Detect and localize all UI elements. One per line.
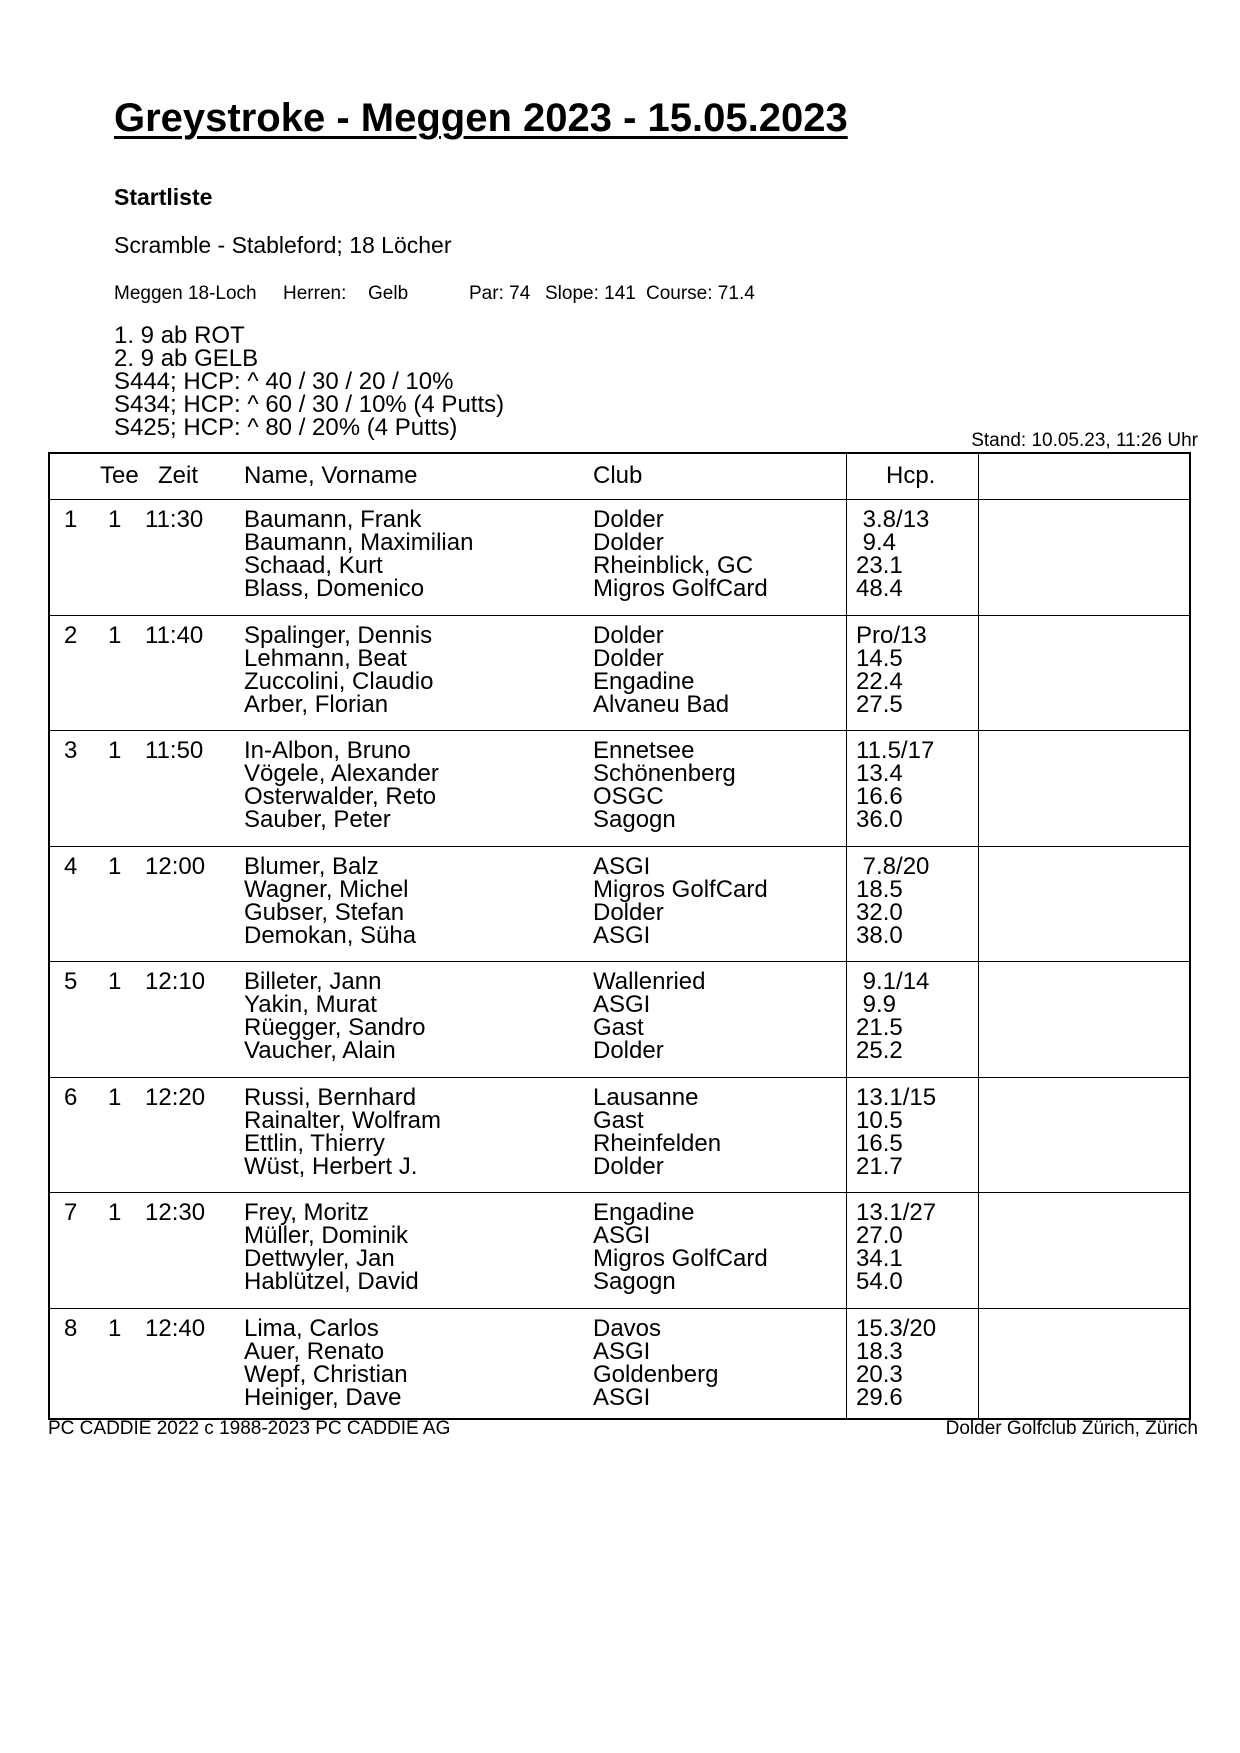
group-divider xyxy=(50,730,1189,731)
player-hcp: 21.7 xyxy=(856,1152,903,1180)
player-name: Yakin, Murat xyxy=(244,991,377,1018)
player-hcp: 7.8/20 xyxy=(856,852,930,880)
course-par: Par: 74 xyxy=(469,283,531,304)
header-tee: Tee xyxy=(100,462,139,489)
player-club: Alvaneu Bad xyxy=(593,690,730,718)
group-zeit: 12:20 xyxy=(145,1083,206,1111)
group-divider xyxy=(50,961,1189,962)
group-tee: 1 xyxy=(108,1083,122,1111)
player-name: Rüegger, Sandro xyxy=(244,1014,426,1041)
player-hcp: 36.0 xyxy=(856,806,903,833)
player-hcp: 16.5 xyxy=(856,1129,903,1157)
player-name: Wepf, Christian xyxy=(244,1360,408,1388)
group-tee: 1 xyxy=(108,506,122,533)
note-line: 1. 9 ab ROT xyxy=(114,322,245,349)
player-club: Goldenberg xyxy=(593,1360,719,1388)
player-club: Dolder xyxy=(593,898,664,926)
group-nr: 6 xyxy=(64,1083,78,1111)
group-divider xyxy=(50,846,1189,847)
group-divider xyxy=(50,1308,1189,1309)
note-line: S434; HCP: ^ 60 / 30 / 10% (4 Putts) xyxy=(114,391,505,418)
player-hcp: 38.0 xyxy=(856,921,903,949)
player-hcp: 32.0 xyxy=(856,898,903,926)
group-tee: 1 xyxy=(108,1314,122,1342)
player-hcp: 9.9 xyxy=(856,991,897,1018)
player-hcp: 9.4 xyxy=(856,529,897,556)
player-club: Davos xyxy=(593,1314,662,1342)
header-hcp: Hcp. xyxy=(886,462,936,489)
group-zeit: 12:40 xyxy=(145,1314,206,1342)
player-hcp: 18.3 xyxy=(856,1337,903,1365)
player-hcp: 15.3/20 xyxy=(856,1314,937,1342)
player-name: Müller, Dominik xyxy=(244,1222,409,1249)
header-club: Club xyxy=(593,462,643,489)
player-hcp: 20.3 xyxy=(856,1360,903,1388)
group-zeit: 12:30 xyxy=(145,1199,206,1226)
group-nr: 4 xyxy=(64,852,78,880)
player-name: Schaad, Kurt xyxy=(244,552,383,579)
player-name: Sauber, Peter xyxy=(244,806,391,833)
player-club: Migros GolfCard xyxy=(593,575,768,602)
player-club: Schönenberg xyxy=(593,760,736,787)
group-divider xyxy=(50,615,1189,616)
player-category: Herren: xyxy=(283,283,347,304)
player-hcp: 3.8/13 xyxy=(856,506,930,533)
player-name: Demokan, Süha xyxy=(244,921,417,949)
player-hcp: 54.0 xyxy=(856,1268,903,1295)
course-name: Meggen 18-Loch xyxy=(114,283,257,304)
game-format: Scramble - Stableford; 18 Löcher xyxy=(114,232,452,258)
player-name: Dettwyler, Jan xyxy=(244,1245,395,1272)
footer-software: PC CADDIE 2022 c 1988-2023 PC CADDIE AG xyxy=(48,1418,451,1439)
player-club: Gast xyxy=(593,1106,644,1134)
footer-club: Dolder Golfclub Zürich, Zürich xyxy=(945,1418,1198,1439)
player-club: Lausanne xyxy=(593,1083,699,1111)
group-zeit: 11:40 xyxy=(145,621,204,649)
player-name: Wüst, Herbert J. xyxy=(244,1152,418,1180)
player-hcp: 13.4 xyxy=(856,760,903,787)
player-name: Lehmann, Beat xyxy=(244,644,407,672)
player-club: Dolder xyxy=(593,644,664,672)
player-hcp: 18.5 xyxy=(856,875,903,903)
player-club: ASGI xyxy=(593,1383,651,1411)
course-rating: Course: 71.4 xyxy=(646,283,755,304)
player-club: Dolder xyxy=(593,1152,664,1180)
player-hcp: 13.1/15 xyxy=(856,1083,937,1111)
player-hcp: 14.5 xyxy=(856,644,903,672)
stand-timestamp: Stand: 10.05.23, 11:26 Uhr xyxy=(971,430,1198,451)
tee-color: Gelb xyxy=(368,283,409,304)
player-hcp: 34.1 xyxy=(856,1245,903,1272)
player-name: Wagner, Michel xyxy=(244,875,409,903)
group-divider xyxy=(50,1192,1189,1193)
player-hcp: 10.5 xyxy=(856,1106,903,1134)
start-list-table xyxy=(48,452,1191,1420)
document-title: Greystroke - Meggen 2023 - 15.05.2023 xyxy=(114,96,848,140)
group-nr: 5 xyxy=(64,968,78,995)
note-line: 2. 9 ab GELB xyxy=(114,345,259,372)
group-zeit: 12:00 xyxy=(145,852,206,880)
player-club: Dolder xyxy=(593,1037,664,1064)
player-name: Ettlin, Thierry xyxy=(244,1129,385,1157)
note-line: S444; HCP: ^ 40 / 30 / 20 / 10% xyxy=(114,368,454,395)
player-club: Sagogn xyxy=(593,806,676,833)
player-club: ASGI xyxy=(593,921,651,949)
player-club: Dolder xyxy=(593,529,664,556)
player-hcp: 13.1/27 xyxy=(856,1199,937,1226)
player-club: Gast xyxy=(593,1014,644,1041)
player-hcp: 25.2 xyxy=(856,1037,903,1064)
group-nr: 7 xyxy=(64,1199,78,1226)
player-hcp: 23.1 xyxy=(856,552,903,579)
player-hcp: 22.4 xyxy=(856,667,903,695)
player-name: Spalinger, Dennis xyxy=(244,621,433,649)
player-club: Dolder xyxy=(593,621,664,649)
group-tee: 1 xyxy=(108,1199,122,1226)
player-club: ASGI xyxy=(593,852,651,880)
player-name: Auer, Renato xyxy=(244,1337,385,1365)
player-name: In-Albon, Bruno xyxy=(244,737,411,764)
group-tee: 1 xyxy=(108,968,122,995)
player-name: Russi, Bernhard xyxy=(244,1083,417,1111)
group-zeit: 12:10 xyxy=(145,968,206,995)
group-zeit: 11:30 xyxy=(145,506,204,533)
player-club: Rheinfelden xyxy=(593,1129,722,1157)
header-zeit: Zeit xyxy=(158,462,199,489)
player-name: Arber, Florian xyxy=(244,690,389,718)
player-name: Blumer, Balz xyxy=(244,852,379,880)
player-club: Rheinblick, GC xyxy=(593,552,754,579)
player-club: Migros GolfCard xyxy=(593,875,768,903)
column-divider xyxy=(846,454,847,1418)
player-name: Baumann, Frank xyxy=(244,506,422,533)
player-hcp: 21.5 xyxy=(856,1014,903,1041)
player-name: Blass, Domenico xyxy=(244,575,425,602)
player-hcp: 9.1/14 xyxy=(856,968,930,995)
header-name: Name, Vorname xyxy=(244,462,418,489)
player-hcp: 16.6 xyxy=(856,783,903,810)
player-name: Baumann, Maximilian xyxy=(244,529,474,556)
player-club: ASGI xyxy=(593,1337,651,1365)
player-club: ASGI xyxy=(593,1222,651,1249)
player-name: Billeter, Jann xyxy=(244,968,382,995)
group-tee: 1 xyxy=(108,852,122,880)
group-zeit: 11:50 xyxy=(145,737,204,764)
notes-block xyxy=(114,324,504,439)
group-nr: 1 xyxy=(64,506,78,533)
player-name: Gubser, Stefan xyxy=(244,898,405,926)
player-name: Zuccolini, Claudio xyxy=(244,667,434,695)
player-hcp: 27.5 xyxy=(856,690,903,718)
note-line: S425; HCP: ^ 80 / 20% (4 Putts) xyxy=(114,414,458,441)
group-divider xyxy=(50,1077,1189,1078)
group-nr: 8 xyxy=(64,1314,78,1342)
player-name: Osterwalder, Reto xyxy=(244,783,437,810)
player-club: Engadine xyxy=(593,1199,695,1226)
group-nr: 3 xyxy=(64,737,78,764)
course-slope: Slope: 141 xyxy=(545,283,636,304)
player-name: Heiniger, Dave xyxy=(244,1383,402,1411)
player-hcp: 48.4 xyxy=(856,575,903,602)
player-club: Ennetsee xyxy=(593,737,695,764)
player-club: Dolder xyxy=(593,506,664,533)
player-hcp: 11.5/17 xyxy=(856,737,935,764)
player-club: Wallenried xyxy=(593,968,706,995)
player-name: Vögele, Alexander xyxy=(244,760,439,787)
column-divider xyxy=(978,454,979,1418)
player-club: ASGI xyxy=(593,991,651,1018)
player-hcp: 27.0 xyxy=(856,1222,903,1249)
player-club: Migros GolfCard xyxy=(593,1245,768,1272)
player-name: Lima, Carlos xyxy=(244,1314,379,1342)
header-divider xyxy=(50,499,1189,500)
player-hcp: 29.6 xyxy=(856,1383,903,1411)
player-club: Sagogn xyxy=(593,1268,676,1295)
player-hcp: Pro/13 xyxy=(856,621,927,649)
group-nr: 2 xyxy=(64,621,78,649)
group-tee: 1 xyxy=(108,737,122,764)
player-name: Frey, Moritz xyxy=(244,1199,369,1226)
group-tee: 1 xyxy=(108,621,122,649)
player-name: Vaucher, Alain xyxy=(244,1037,396,1064)
player-name: Hablützel, David xyxy=(244,1268,419,1295)
player-club: Engadine xyxy=(593,667,695,695)
list-subtitle: Startliste xyxy=(114,184,213,210)
player-club: OSGC xyxy=(593,783,664,810)
player-name: Rainalter, Wolfram xyxy=(244,1106,441,1134)
